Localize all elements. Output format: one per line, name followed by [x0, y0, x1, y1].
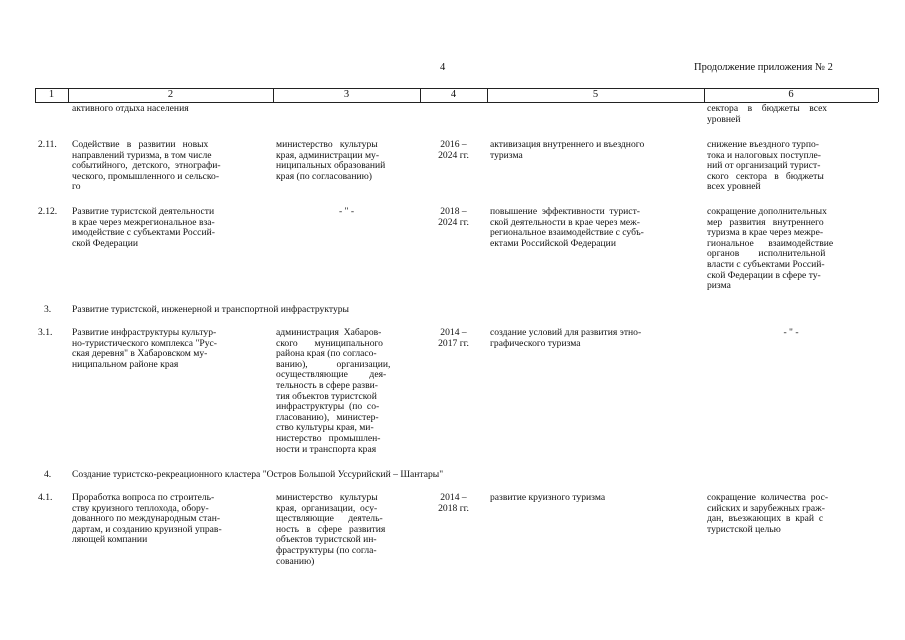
section-number: 3. — [44, 304, 52, 315]
page-number: 4 — [440, 62, 446, 73]
column-header-4: 4 — [450, 89, 457, 100]
carry-over-indicator: сектора в бюджеты всех уровней — [707, 103, 828, 125]
indicator-cell: сокращение количества рос- сийских и зарубежных граж- дан, въезжающих в край с туристской целью — [707, 492, 829, 535]
measure-cell: Развитие инфраструктуры культур- но-туристического комплекса "Рус- ская деревня" в Хабаровском му- ниципальном районе края — [72, 327, 217, 370]
indicator-cell: сокращение дополнительных мер развития внутреннего туризма в крае через межре- гиональное взаимодействие органов исполнительной власти с субъектами Россий- ской Федерации в сфере ту- ризма — [707, 206, 834, 292]
executor-cell: - " - — [338, 206, 355, 217]
period-cell: 2014 – 2017 гг. — [438, 327, 469, 349]
continuation-label: Продолжение приложения № 2 — [694, 62, 833, 73]
row-number: 2.12. — [38, 206, 58, 217]
column-header-5: 5 — [592, 89, 599, 100]
indicator-cell: - " - — [783, 327, 799, 338]
row-number: 3.1. — [38, 327, 53, 338]
section-title: Создание туристско-рекреационного кластера "Остров Большой Уссурийский – Шантары" — [72, 469, 444, 480]
measure-cell: Содействие в развитии новых направлений туризма, в том числе событийного, детского, этнографи- ческого, промышленного и сельско- го — [72, 139, 221, 193]
period-cell: 2016 – 2024 гг. — [438, 139, 469, 161]
column-header-3: 3 — [343, 89, 350, 100]
result-cell: создание условий для развития этно- графического туризма — [490, 327, 642, 349]
row-number: 2.11. — [38, 139, 57, 150]
row-number: 4.1. — [38, 492, 53, 503]
period-cell: 2018 – 2024 гг. — [438, 206, 469, 228]
executor-cell: министерство культуры края, организации, осу- ществляющие деятель- ность в сфере развития объектов туристской ин- фраструктуры (по согла- сованию) — [276, 492, 386, 567]
header-divider — [878, 88, 879, 102]
carry-over-measure: активного отдыха населения — [72, 103, 189, 114]
section-title: Развитие туристской, инженерной и транспортной инфраструктуры — [72, 304, 349, 315]
result-cell: повышение эффективности турист- ской деятельности в крае через меж- региональное взаимодействие с субъ- ектами Российской Федерации — [490, 206, 644, 249]
result-cell: активизация внутреннего и въездного туризма — [490, 139, 645, 161]
column-header-2: 2 — [167, 89, 174, 100]
section-number: 4. — [44, 469, 52, 480]
executor-cell: администрация Хабаров- ского муниципального района края (по согласо- ванию), организации, осуществляющие дея- тельность в сфере разви- тия объектов туристской инфраструктуры (по со- гласованию), министер- ство культуры края, ми- нистерство промышлен- ности и транспорта края — [276, 327, 391, 455]
column-header-6: 6 — [788, 89, 794, 100]
executor-cell: министерство культуры края, администрации му- ниципальных образований края (по согласованию) — [276, 139, 386, 182]
indicator-cell: снижение въездного турпо- тока и налоговых поступле- ний от организаций турист- ского сектора в бюджеты всех уровней — [707, 139, 824, 193]
period-cell: 2014 – 2018 гг. — [438, 492, 469, 514]
measure-cell: Проработка вопроса по строитель- ству круизного теплохода, обору- дованного по международным стан- дартам, и созданию круизной управ- ляющей компании — [72, 492, 222, 546]
measure-cell: Развитие туристской деятельности в крае через межрегиональное вза- имодействие с субъектами Россий- ской Федерации — [72, 206, 215, 249]
result-cell: развитие круизного туризма — [490, 492, 606, 503]
column-header-1: 1 — [48, 89, 55, 100]
